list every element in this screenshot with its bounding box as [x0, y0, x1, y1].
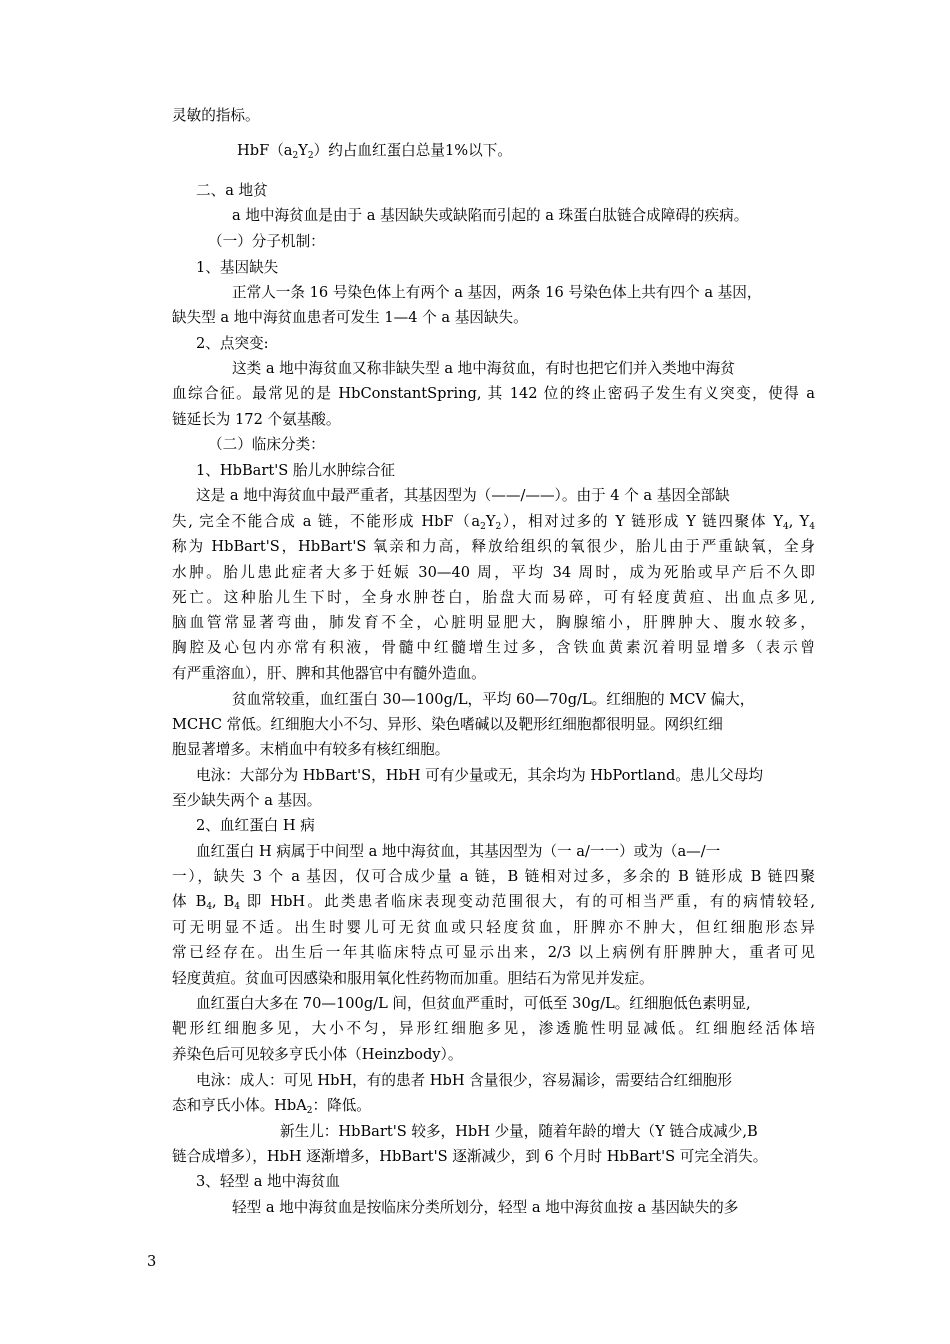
- text-line: 灵敏的指标。: [172, 107, 260, 124]
- text-line: a 地中海贫血是由于 a 基因缺失或缺陷而引起的 a 珠蛋白肽链合成障碍的疾病。: [232, 207, 749, 224]
- text-line: 胞显著增多。末梢血中有较多有核红细胞。: [172, 741, 450, 758]
- subsection-heading: （二）临床分类：: [208, 436, 325, 453]
- text-line: 轻度黄疸。贫血可因感染和服用氧化性药物而加重。胆结石为常见并发症。: [172, 970, 654, 987]
- text-line: 电泳：成人：可见 HbH，有的患者 HbH 含量很少，容易漏诊，需要结合红细胞形: [196, 1072, 732, 1089]
- text-line: $HbF(a_2Y_2)$约占血红蛋白总量1%以下。: [237, 142, 512, 161]
- text-line: 养染色后可见较多亨氏小体（Heinzbody）。: [172, 1046, 463, 1063]
- item-heading: 1、HbBart'S 胎儿水肿综合征: [196, 462, 396, 479]
- item-heading: 1、基因缺失: [196, 259, 279, 276]
- text-line: 血红蛋白大多在 70—100g/L 间，但贫血严重时，可低至 30g/L。红细胞低色素明显,: [196, 995, 751, 1012]
- text-line: 这是 a 地中海贫血中最严重者，其基因型为（——/——）。由于 4 个 a 基因全部缺: [196, 487, 730, 504]
- item-heading: 2、血红蛋白 H 病: [196, 817, 315, 834]
- text-line: 正常人一条 16 号染色体上有两个 a 基因，两条 16 号染色体上共有四个 a 基因，: [232, 284, 762, 301]
- text-line: 轻型 a 地中海贫血是按临床分类所划分，轻型 a 地中海贫血按 a 基因缺失的多: [232, 1199, 739, 1216]
- text-line: 血综合征。最常见的是 HbConstantSpring, 其 142 位的终止密码子发生有义突变，使得 a: [172, 385, 815, 402]
- text-line: 胸腔及心包内亦常有积液，骨髓中红髓增生过多，含铁血黄素沉着明显增多（表示曾: [172, 639, 815, 656]
- text-line: 至少缺失两个 a 基因。: [172, 792, 322, 809]
- page-number: 3: [147, 1253, 157, 1270]
- text-line: 新生儿：HbBart'S 较多，HbH 少量，随着年龄的增大（Y 链合成减少,B: [280, 1123, 758, 1140]
- text-line: 可无明显不适。出生时婴儿可无贫血或只轻度贫血，肝脾亦不肿大，但红细胞形态异: [172, 919, 815, 936]
- text-line: 血红蛋白 H 病属于中间型 a 地中海贫血，其基因型为（一 a/一一）或为（a—/一: [196, 843, 721, 860]
- item-heading: 2、点突变:: [196, 335, 269, 352]
- text-line: 水肿。胎儿患此症者大多于妊娠 30—40 周，平均 34 周时，成为死胎或早产后不久即: [172, 564, 815, 581]
- text-line: 失, 完全不能合成 a 链，不能形成 $HbF(a_2Y_2)$，相对过多的 Y 链形成 Y 链四聚体 $Y_4$, $Y_4$: [172, 513, 815, 532]
- text-line: 态和亨氏小体。HbA$_2$：降低。: [172, 1097, 371, 1116]
- text-line: 脑血管常显著弯曲，肺发育不全，心脏明显肥大，胸腺缩小，肝脾肿大、腹水较多，: [172, 614, 815, 631]
- section-heading: 二、a 地贫: [196, 182, 268, 199]
- text-line: 电泳：大部分为 HbBart'S，HbH 可有少量或无，其余均为 HbPortland。患儿父母均: [196, 767, 763, 784]
- text-line: 一），缺失 3 个 a 基因，仅可合成少量 a 链，B 链相对过多，多余的 B 链形成 B 链四聚: [172, 868, 815, 885]
- text-line: 靶形红细胞多见，大小不匀，异形红细胞多见，渗透脆性明显减低。红细胞经活体培: [172, 1020, 815, 1037]
- text-line: 缺失型 a 地中海贫血患者可发生 1—4 个 a 基因缺失。: [172, 309, 528, 326]
- text-line: MCHC 常低。红细胞大小不匀、异形、染色嗜碱以及靶形红细胞都很明显。网织红细: [172, 716, 723, 733]
- text-line: 链合成增多），HbH 逐渐增多，HbBart'S 逐渐减少，到 6 个月时 HbBart'S 可完全消失。: [172, 1148, 768, 1165]
- text-line: 这类 a 地中海贫血又称非缺失型 a 地中海贫血，有时也把它们并入类地中海贫: [232, 360, 735, 377]
- text-line: 死亡。这种胎儿生下时，全身水肿苍白，胎盘大而易碎，可有轻度黄疸、出血点多见,: [172, 589, 815, 606]
- text-line: 体 $B_4$, $B_4$ 即 HbH。此类患者临床表现变动范围很大，有的可相当严重，有的病情较轻,: [172, 893, 815, 912]
- subsection-heading: （一）分子机制：: [208, 233, 325, 250]
- text-line: 称为 HbBart'S，HbBart'S 氧亲和力高，释放给组织的氧很少，胎儿由于严重缺氧，全身: [172, 538, 815, 555]
- text-line: 链延长为 172 个氨基酸。: [172, 411, 341, 428]
- item-heading: 3、轻型 a 地中海贫血: [196, 1173, 341, 1190]
- text-line: 常已经存在。出生后一年其临床特点可显示出来，2/3 以上病例有肝脾肿大，重者可见: [172, 944, 815, 961]
- text-line: 贫血常较重，血红蛋白 30—100g/L，平均 60—70g/L。红细胞的 MCV 偏大，: [232, 691, 755, 708]
- text-line: 有严重溶血），肝、脾和其他器官中有髓外造血。: [172, 665, 486, 682]
